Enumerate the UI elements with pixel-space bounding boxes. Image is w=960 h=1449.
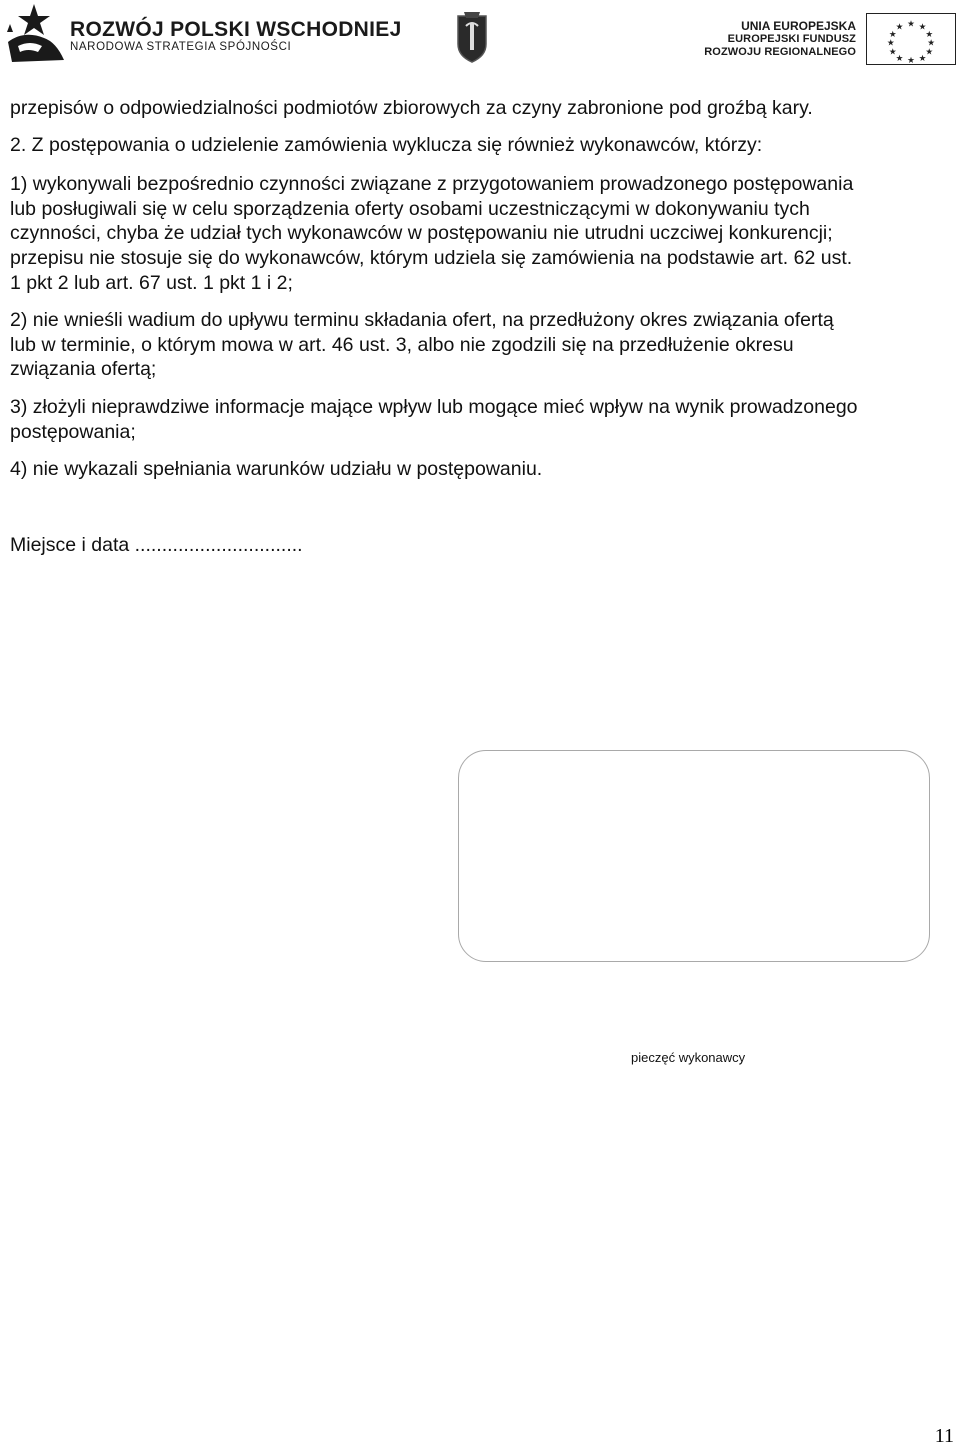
body-line: 2. Z postępowania o udzielenie zamówienia wyklucza się również wykonawców, którzy: (10, 134, 763, 156)
svg-text:★: ★ (888, 29, 897, 40)
body-line: 4) nie wykazali spełniania warunków udziału w postępowaniu. (10, 458, 543, 480)
svg-text:★: ★ (895, 21, 904, 32)
page-number: 11 (934, 1425, 954, 1447)
body-line: 1 pkt 2 lub art. 67 ust. 1 pkt 1 i 2; (10, 272, 293, 294)
eu-line-3: ROZWOJU REGIONALNEGO (704, 46, 856, 58)
body-line: przepisów o odpowiedzialności podmiotów zbiorowych za czyny zabronione pod groźbą kary. (10, 97, 813, 119)
body-line: lub posługiwali się w celu sporządzenia oferty osobami uczestniczącymi w dokonywaniu tych (10, 198, 810, 220)
place-and-date-field: Miejsce i data ............................... (10, 534, 303, 556)
eu-line-1: UNIA EUROPEJSKA (741, 19, 856, 33)
svg-text:★: ★ (918, 53, 927, 64)
svg-text:★: ★ (888, 46, 897, 57)
eu-line-2: EUROPEJSKI FUNDUSZ (727, 33, 856, 45)
body-line: lub w terminie, o którym mowa w art. 46 ust. 3, albo nie zgodzili się na przedłużenie okresu (10, 334, 794, 356)
rozwoj-polski-wschodniej-logo-icon (4, 2, 66, 68)
program-title: ROZWÓJ POLSKI WSCHODNIEJ (70, 18, 402, 41)
coat-of-arms-icon (454, 10, 490, 64)
body-line: 3) złożyli nieprawdziwe informacje mające wpływ lub mogące mieć wpływ na wynik prowadzonego (10, 396, 858, 418)
contractor-stamp-label: pieczęć wykonawcy (631, 1050, 746, 1065)
body-line: 2) nie wnieśli wadium do upływu terminu składania ofert, na przedłużony okres związania ofertą (10, 309, 834, 331)
page-header (0, 0, 960, 72)
svg-text:★: ★ (918, 21, 927, 32)
svg-text:★: ★ (886, 37, 895, 48)
svg-text:★: ★ (907, 18, 915, 29)
program-subtitle: NARODOWA STRATEGIA SPÓJNOŚCI (70, 41, 292, 53)
svg-text:★: ★ (925, 29, 934, 40)
body-line: postępowania; (10, 421, 136, 443)
svg-text:★: ★ (925, 46, 934, 57)
eu-flag-icon (866, 13, 956, 65)
svg-text:★: ★ (907, 55, 915, 65)
eu-fund-label (704, 20, 856, 59)
contractor-stamp-box (458, 750, 930, 962)
body-line: związania ofertą; (10, 358, 157, 380)
body-line: 1) wykonywali bezpośrednio czynności związane z przygotowaniem prowadzonego postępowania (10, 173, 854, 195)
body-line: przepisu nie stosuje się do wykonawców, którym udziela się zamówienia na podstawie art. 62 ust. (10, 247, 853, 269)
svg-text:★: ★ (927, 37, 936, 48)
body-line: czynności, chyba że udział tych wykonawców w postępowaniu nie utrudni uczciwej konkurencji; (10, 222, 833, 244)
svg-text:★: ★ (895, 53, 904, 64)
